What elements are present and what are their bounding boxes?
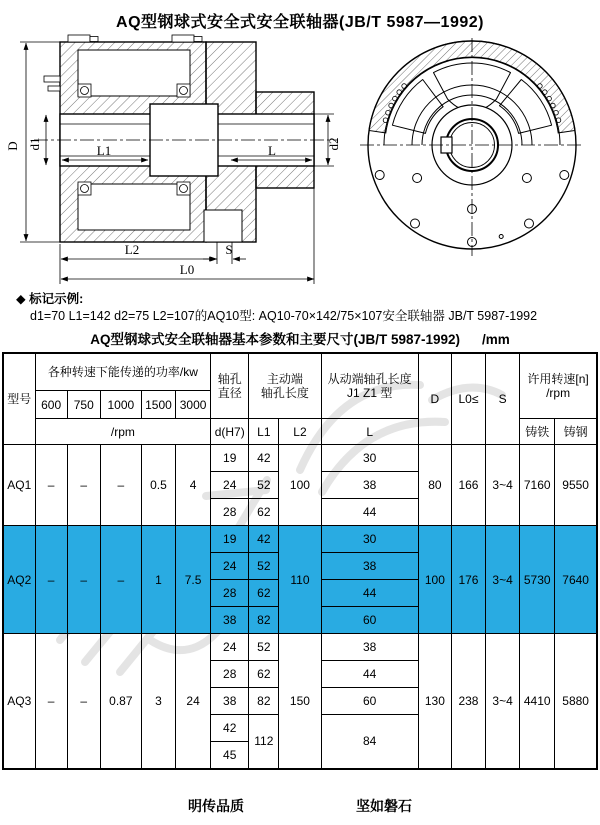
dim-label-L1: L1 [96, 143, 112, 158]
cell: 150 [279, 634, 321, 769]
dim-label-S: S [225, 242, 233, 257]
note-line: d1=70 L1=142 d2=75 L2=107的AQ10型: AQ10-70×142/75×107安全联轴器 JB/T 5987-1992 [30, 308, 538, 323]
cell: 80 [418, 445, 451, 526]
cross-section-drawing [4, 34, 344, 292]
header-L1: L1 [249, 419, 279, 445]
header-speed-1000: 1000 [100, 391, 141, 419]
dim-label-d2: d2 [326, 137, 341, 151]
cell: – [35, 445, 67, 526]
header-L0: L0≤ [451, 353, 485, 445]
cell: 3 [141, 634, 175, 769]
header-L: L [321, 419, 418, 445]
cell: 100 [418, 526, 451, 634]
header-cast-steel: 铸钢 [555, 419, 597, 445]
header-speed-600: 600 [35, 391, 67, 419]
cell: 44 [321, 499, 418, 526]
cell: 5880 [555, 634, 597, 769]
spec-table [2, 352, 598, 770]
diamond-bullet: ◆ [16, 292, 26, 306]
cell: 52 [249, 634, 279, 661]
cell: 9550 [555, 445, 597, 526]
cell: 3~4 [486, 526, 520, 634]
cell: – [100, 445, 141, 526]
cell: 52 [249, 472, 279, 499]
cell: – [67, 634, 100, 769]
header-bore-d: d(H7) [211, 419, 249, 445]
dim-label-D: D [5, 141, 20, 151]
cell: 166 [451, 445, 485, 526]
front-view-drawing [346, 36, 598, 260]
cell: – [67, 445, 100, 526]
cell: 60 [321, 688, 418, 715]
cell: 38 [321, 472, 418, 499]
header-speed-1500: 1500 [141, 391, 175, 419]
header-speed-750: 750 [67, 391, 100, 419]
table-row-highlighted [3, 526, 597, 553]
header-rpm: /rpm [35, 419, 211, 445]
cell: 42 [211, 715, 249, 742]
cell: 7.5 [176, 526, 211, 634]
cell: 4410 [520, 634, 555, 769]
cell: – [35, 634, 67, 769]
cell: 38 [321, 553, 418, 580]
cell: 42 [249, 526, 279, 553]
cell: 0.5 [141, 445, 175, 526]
footer [0, 796, 600, 816]
cell: 42 [249, 445, 279, 472]
cell: 24 [211, 553, 249, 580]
header-L2: L2 [279, 419, 321, 445]
cell: 4 [176, 445, 211, 526]
cell: 1 [141, 526, 175, 634]
table-title [0, 328, 600, 348]
cell: 62 [249, 580, 279, 607]
cell: 19 [211, 445, 249, 472]
header-power-group: 各种转速下能传递的功率/kw [35, 353, 211, 391]
cell: 82 [249, 688, 279, 715]
cell: 100 [279, 445, 321, 526]
cell: 38 [211, 688, 249, 715]
cell: 3~4 [486, 634, 520, 769]
cell: – [67, 526, 100, 634]
table-unit: /mm [482, 331, 510, 347]
cell: 82 [249, 607, 279, 634]
table-subtitle-text: AQ型钢球式安全联轴器基本参数和主要尺寸(JB/T 5987-1992) [90, 331, 461, 347]
cell: 28 [211, 580, 249, 607]
table-row [3, 445, 597, 472]
cell: 44 [321, 661, 418, 688]
footer-slogan-left: 明传品质 [188, 797, 244, 814]
cell: 112 [249, 715, 279, 769]
cell: 28 [211, 499, 249, 526]
header-bore: 轴孔 直径 [211, 353, 249, 419]
model-cell: AQ3 [3, 634, 35, 769]
cell: 30 [321, 445, 418, 472]
header-speed-3000: 3000 [176, 391, 211, 419]
cell: 110 [279, 526, 321, 634]
note-heading: 标记示例: [29, 292, 84, 306]
header-S: S [486, 353, 520, 445]
cell: 238 [451, 634, 485, 769]
cell: 62 [249, 661, 279, 688]
cell: 45 [211, 742, 249, 769]
marking-example [16, 291, 600, 325]
header-cast-iron: 铸铁 [520, 419, 555, 445]
table-row [3, 634, 597, 661]
cell: 176 [451, 526, 485, 634]
cell: 52 [249, 553, 279, 580]
cell: 44 [321, 580, 418, 607]
cell: 30 [321, 526, 418, 553]
cell: 84 [321, 715, 418, 769]
cell: 24 [211, 634, 249, 661]
header-allowable-speed: 许用转速[n] /rpm [520, 353, 597, 419]
dim-label-L: L [268, 143, 276, 158]
dim-label-L2: L2 [124, 242, 140, 257]
model-cell: AQ1 [3, 445, 35, 526]
cell: 24 [211, 472, 249, 499]
dim-label-L0: L0 [179, 262, 195, 277]
header-D: D [418, 353, 451, 445]
cell: 38 [211, 607, 249, 634]
cell: 7160 [520, 445, 555, 526]
cell: 60 [321, 607, 418, 634]
drawings-area [0, 34, 600, 288]
cell: 7640 [555, 526, 597, 634]
cell: 24 [176, 634, 211, 769]
cell: 5730 [520, 526, 555, 634]
footer-slogan-right: 坚如磐石 [356, 797, 412, 814]
cell: 0.87 [100, 634, 141, 769]
header-model: 型号 [3, 353, 35, 445]
cell: 38 [321, 634, 418, 661]
header-drive-end: 主动端 轴孔长度 [249, 353, 321, 419]
cell: 19 [211, 526, 249, 553]
cell: 3~4 [486, 445, 520, 526]
cell: 62 [249, 499, 279, 526]
cell: – [35, 526, 67, 634]
header-driven-end: 从动端轴孔长度 J1 Z1 型 [321, 353, 418, 419]
cell: 130 [418, 634, 451, 769]
model-cell: AQ2 [3, 526, 35, 634]
dim-label-d1: d1 [27, 137, 42, 151]
page-title: AQ型钢球式安全式安全联轴器(JB/T 5987—1992) [116, 14, 484, 31]
cell: – [100, 526, 141, 634]
cell: 28 [211, 661, 249, 688]
